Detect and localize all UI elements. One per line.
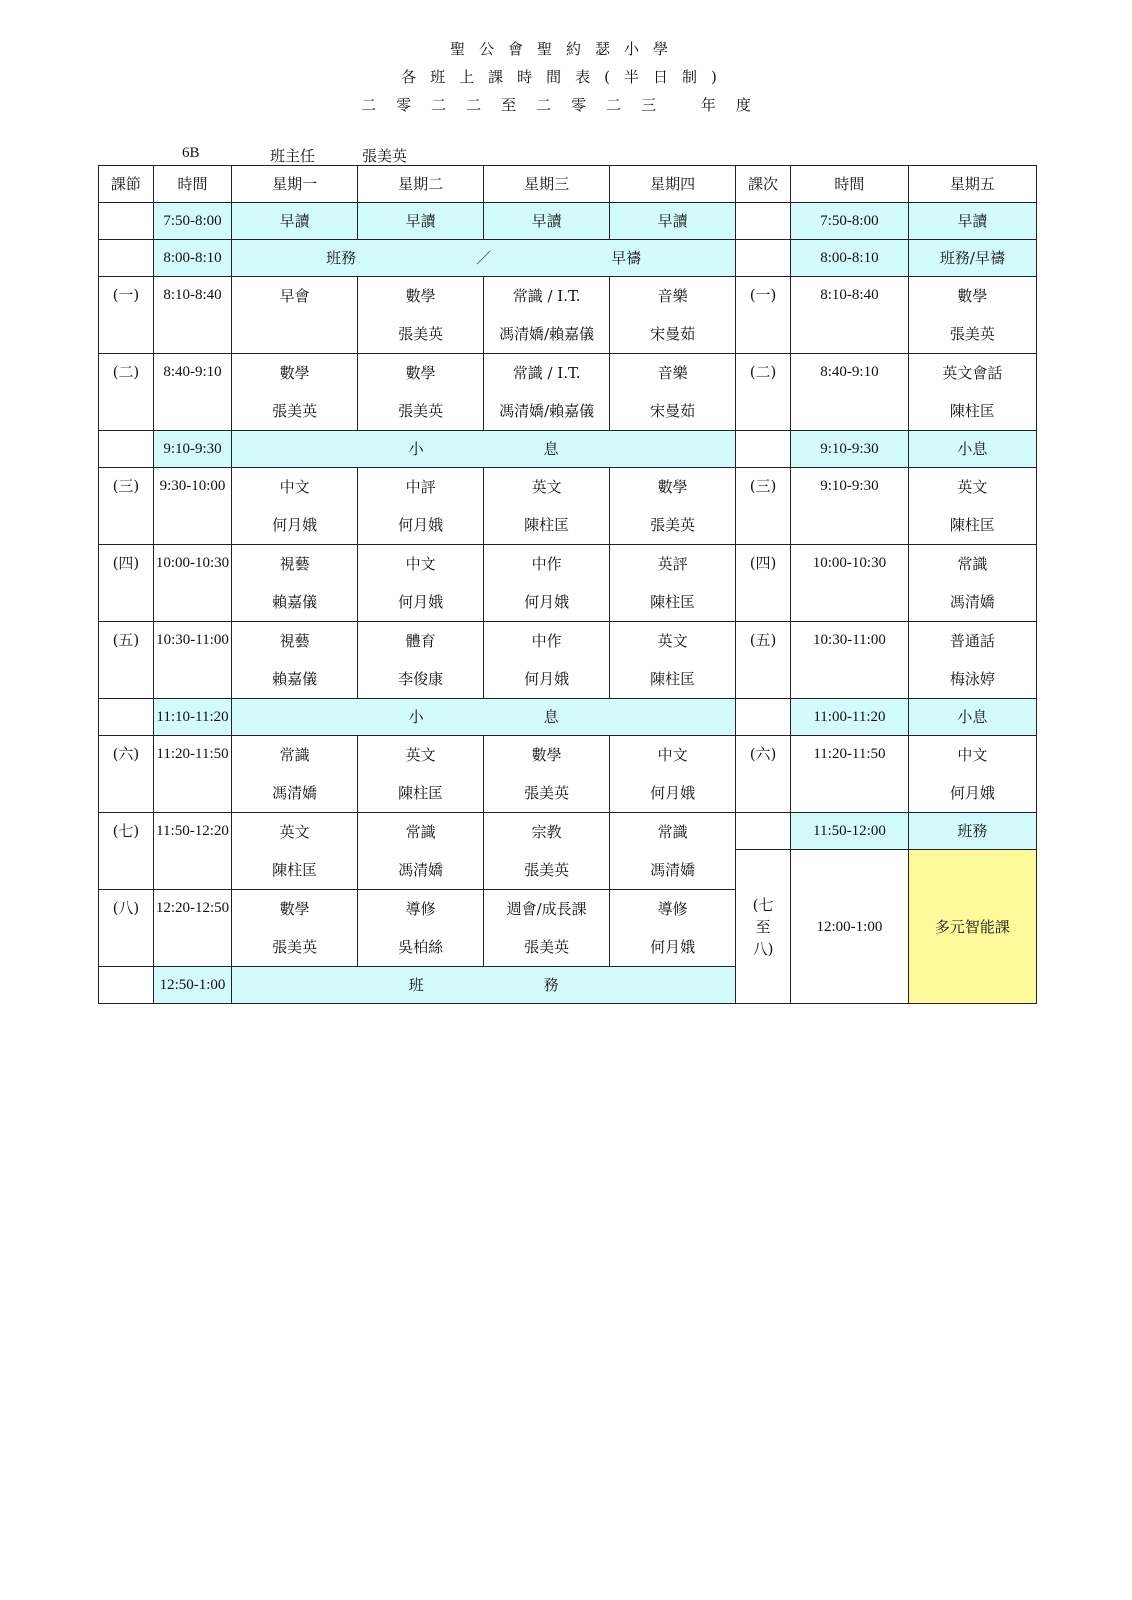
teacher: 張美英 bbox=[524, 784, 570, 802]
teacher: 何月娥 bbox=[272, 516, 318, 534]
fri-time-cell: 8:00-8:10 bbox=[791, 240, 909, 277]
lesson-row-6 bbox=[99, 736, 1037, 813]
subject: 英文 bbox=[405, 746, 436, 764]
mon-cell bbox=[232, 890, 358, 967]
col-fri-period: 課次 bbox=[736, 166, 791, 203]
subject: 音樂 bbox=[657, 364, 688, 382]
tue-cell bbox=[358, 354, 484, 431]
subject: 中作 bbox=[531, 555, 562, 573]
subject: 常識 / I.T. bbox=[512, 364, 581, 382]
period-cell bbox=[99, 431, 154, 468]
class-teacher-name: 張美英 bbox=[362, 147, 408, 165]
thu-cell bbox=[610, 622, 736, 699]
subject: 數學 bbox=[405, 287, 436, 305]
period-label: (二) bbox=[99, 354, 154, 431]
lesson-row-2 bbox=[99, 354, 1037, 431]
tue-cell bbox=[358, 736, 484, 813]
merged-text-a: 小 bbox=[408, 708, 424, 726]
time-cell: 8:40-9:10 bbox=[153, 354, 231, 431]
subject: 中作 bbox=[531, 632, 562, 650]
merged-text-a: 班務 bbox=[326, 249, 357, 267]
subject: 中評 bbox=[405, 478, 436, 496]
subject: 英文 bbox=[957, 478, 988, 496]
teacher: 張美英 bbox=[272, 938, 318, 956]
teacher: 陳柱匡 bbox=[650, 593, 696, 611]
header-row bbox=[99, 166, 1037, 203]
period-label: (六) bbox=[99, 736, 154, 813]
fri-cell bbox=[908, 545, 1036, 622]
fri-time-cell: 7:50-8:00 bbox=[791, 203, 909, 240]
fri-time-cell: 11:50-12:00 bbox=[791, 813, 909, 850]
fri-cell: 早讀 bbox=[908, 203, 1036, 240]
fri-time-cell: 9:10-9:30 bbox=[791, 431, 909, 468]
recess-row-2 bbox=[99, 699, 1037, 736]
period-cell bbox=[99, 203, 154, 240]
time-cell: 12:50-1:00 bbox=[153, 967, 231, 1004]
morning-reading-row bbox=[99, 203, 1037, 240]
subject: 普通話 bbox=[949, 632, 995, 650]
merged-activity-cell bbox=[232, 967, 736, 1004]
col-time: 時間 bbox=[153, 166, 231, 203]
merged-text-b: ／ bbox=[476, 249, 492, 267]
fri-time-cell: 11:00-11:20 bbox=[791, 699, 909, 736]
class-duty-row bbox=[99, 240, 1037, 277]
subject: 英文 bbox=[657, 632, 688, 650]
col-fri-time: 時間 bbox=[791, 166, 909, 203]
fri-period-label: (三) bbox=[736, 468, 791, 545]
mon-cell bbox=[232, 354, 358, 431]
thu-cell bbox=[610, 813, 736, 890]
tue-cell bbox=[358, 813, 484, 890]
subject: 常識 / I.T. bbox=[512, 287, 581, 305]
subject: 宗教 bbox=[531, 823, 562, 841]
subject: 英文 bbox=[279, 823, 310, 841]
teacher: 張美英 bbox=[949, 325, 995, 343]
time-cell: 8:10-8:40 bbox=[153, 277, 231, 354]
subject: 常識 bbox=[405, 823, 436, 841]
subject: 數學 bbox=[279, 364, 310, 382]
teacher: 馮清嬌 bbox=[949, 593, 995, 611]
teacher: 張美英 bbox=[398, 325, 444, 343]
fri-cell bbox=[908, 277, 1036, 354]
thu-cell bbox=[610, 277, 736, 354]
time-cell: 12:20-12:50 bbox=[153, 890, 231, 967]
merged-text-c: 早禱 bbox=[611, 249, 642, 267]
subject: 早會 bbox=[279, 287, 310, 305]
col-mon: 星期一 bbox=[232, 166, 358, 203]
fri-time-cell: 8:10-8:40 bbox=[791, 277, 909, 354]
teacher: 賴嘉儀 bbox=[272, 670, 318, 688]
fri-time-cell: 12:00-1:00 bbox=[791, 850, 909, 1004]
subject: 常識 bbox=[957, 555, 988, 573]
teacher: 馮清嬌/賴嘉儀 bbox=[499, 325, 595, 343]
teacher: 何月娥 bbox=[650, 938, 696, 956]
fri-cell bbox=[908, 468, 1036, 545]
subject: 數學 bbox=[279, 900, 310, 918]
class-teacher-label: 班主任 bbox=[270, 147, 316, 165]
time-cell: 9:10-9:30 bbox=[153, 431, 231, 468]
fri-time-cell: 11:20-11:50 bbox=[791, 736, 909, 813]
tue-cell bbox=[358, 277, 484, 354]
teacher: 宋曼茹 bbox=[650, 402, 696, 420]
period-cell bbox=[99, 240, 154, 277]
wed-cell bbox=[484, 468, 610, 545]
tue-cell bbox=[358, 622, 484, 699]
wed-cell bbox=[484, 545, 610, 622]
subject: 視藝 bbox=[279, 632, 310, 650]
fri-period-cell bbox=[736, 240, 791, 277]
teacher: 何月娥 bbox=[398, 593, 444, 611]
wed-cell bbox=[484, 890, 610, 967]
merged-activity-cell bbox=[232, 240, 736, 277]
subject: 英文 bbox=[531, 478, 562, 496]
thu-cell bbox=[610, 545, 736, 622]
thu-cell bbox=[610, 890, 736, 967]
col-thu: 星期四 bbox=[610, 166, 736, 203]
mon-cell bbox=[232, 277, 358, 354]
time-cell: 11:50-12:20 bbox=[153, 813, 231, 890]
period-label: (七) bbox=[99, 813, 154, 890]
subject: 數學 bbox=[405, 364, 436, 382]
timetable bbox=[98, 165, 1037, 1004]
teacher bbox=[232, 315, 357, 353]
fri-time-cell: 9:10-9:30 bbox=[791, 468, 909, 545]
tue-cell bbox=[358, 468, 484, 545]
fri-period-label: (二) bbox=[736, 354, 791, 431]
fri-time-cell: 10:30-11:00 bbox=[791, 622, 909, 699]
wed-cell bbox=[484, 354, 610, 431]
teacher: 陳柱匡 bbox=[524, 516, 570, 534]
teacher: 陳柱匡 bbox=[650, 670, 696, 688]
merged-text-b: 務 bbox=[543, 976, 559, 994]
school-name: 聖公會聖約瑟小學 bbox=[449, 40, 682, 58]
mon-cell bbox=[232, 736, 358, 813]
mon-cell bbox=[232, 545, 358, 622]
fri-period-label: (四) bbox=[736, 545, 791, 622]
timetable-title: 各班上課時間表(半日制) bbox=[401, 68, 731, 86]
fri-period-cell bbox=[736, 203, 791, 240]
teacher: 何月娥 bbox=[650, 784, 696, 802]
mon-cell: 早讀 bbox=[232, 203, 358, 240]
tue-cell bbox=[358, 890, 484, 967]
tue-cell: 早讀 bbox=[358, 203, 484, 240]
teacher: 李俊康 bbox=[398, 670, 444, 688]
wed-cell bbox=[484, 622, 610, 699]
mon-cell bbox=[232, 813, 358, 890]
subject: 音樂 bbox=[657, 287, 688, 305]
fri-period-label: (七至八) bbox=[736, 850, 791, 1004]
teacher: 張美英 bbox=[272, 402, 318, 420]
teacher: 陳柱匡 bbox=[949, 516, 995, 534]
teacher: 何月娥 bbox=[524, 593, 570, 611]
time-cell: 10:00-10:30 bbox=[153, 545, 231, 622]
wed-cell bbox=[484, 736, 610, 813]
period-label: (五) bbox=[99, 622, 154, 699]
fri-cell bbox=[908, 736, 1036, 813]
teacher: 馮清嬌/賴嘉儀 bbox=[499, 402, 595, 420]
wed-cell bbox=[484, 813, 610, 890]
lesson-row-4 bbox=[99, 545, 1037, 622]
fri-period-cell bbox=[736, 431, 791, 468]
teacher: 陳柱匡 bbox=[949, 402, 995, 420]
teacher: 賴嘉儀 bbox=[272, 593, 318, 611]
subject: 中文 bbox=[279, 478, 310, 496]
col-wed: 星期三 bbox=[484, 166, 610, 203]
merged-text-b: 息 bbox=[543, 708, 559, 726]
teacher: 何月娥 bbox=[524, 670, 570, 688]
teacher: 馮清嬌 bbox=[398, 861, 444, 879]
subject: 中文 bbox=[957, 746, 988, 764]
merged-activity-cell bbox=[232, 699, 736, 736]
fri-cell bbox=[908, 354, 1036, 431]
fri-cell: 班務/早禱 bbox=[908, 240, 1036, 277]
merged-text-b: 息 bbox=[543, 440, 559, 458]
teacher: 何月娥 bbox=[949, 784, 995, 802]
subject: 視藝 bbox=[279, 555, 310, 573]
mon-cell bbox=[232, 468, 358, 545]
fri-period-label: (一) bbox=[736, 277, 791, 354]
subject: 數學 bbox=[531, 746, 562, 764]
class-name: 6B bbox=[182, 145, 200, 161]
time-cell: 11:10-11:20 bbox=[153, 699, 231, 736]
lesson-row-5 bbox=[99, 622, 1037, 699]
teacher: 吳柏絲 bbox=[398, 938, 444, 956]
thu-cell: 早讀 bbox=[610, 203, 736, 240]
time-cell: 7:50-8:00 bbox=[153, 203, 231, 240]
subject: 中文 bbox=[405, 555, 436, 573]
wed-cell bbox=[484, 277, 610, 354]
time-cell: 11:20-11:50 bbox=[153, 736, 231, 813]
fri-cell: 小息 bbox=[908, 699, 1036, 736]
teacher: 張美英 bbox=[524, 861, 570, 879]
period-label: (一) bbox=[99, 277, 154, 354]
fri-time-cell: 10:00-10:30 bbox=[791, 545, 909, 622]
subject: 週會/成長課 bbox=[506, 900, 587, 918]
thu-cell bbox=[610, 468, 736, 545]
thu-cell bbox=[610, 354, 736, 431]
teacher: 陳柱匡 bbox=[398, 784, 444, 802]
teacher: 宋曼茹 bbox=[650, 325, 696, 343]
fri-period-label: (六) bbox=[736, 736, 791, 813]
fri-cell bbox=[908, 622, 1036, 699]
merged-activity-cell bbox=[232, 431, 736, 468]
fri-cell: 小息 bbox=[908, 431, 1036, 468]
teacher: 張美英 bbox=[398, 402, 444, 420]
period-label: (八) bbox=[99, 890, 154, 967]
teacher: 張美英 bbox=[524, 938, 570, 956]
lesson-row-1 bbox=[99, 277, 1037, 354]
subject: 常識 bbox=[279, 746, 310, 764]
teacher: 梅泳婷 bbox=[949, 670, 995, 688]
subject: 數學 bbox=[657, 478, 688, 496]
time-cell: 10:30-11:00 bbox=[153, 622, 231, 699]
thu-cell bbox=[610, 736, 736, 813]
teacher: 陳柱匡 bbox=[272, 861, 318, 879]
lesson-row-3 bbox=[99, 468, 1037, 545]
subject: 導修 bbox=[657, 900, 688, 918]
subject: 數學 bbox=[957, 287, 988, 305]
merged-text-a: 班 bbox=[408, 976, 424, 994]
col-tue: 星期二 bbox=[358, 166, 484, 203]
subject: 體育 bbox=[405, 632, 436, 650]
subject: 中文 bbox=[657, 746, 688, 764]
teacher: 馮清嬌 bbox=[272, 784, 318, 802]
teacher: 馮清嬌 bbox=[650, 861, 696, 879]
fri-cell: 班務 bbox=[908, 813, 1036, 850]
subject: 英文會話 bbox=[942, 364, 1003, 382]
time-cell: 9:30-10:00 bbox=[153, 468, 231, 545]
period-label: (四) bbox=[99, 545, 154, 622]
lesson-row-7 bbox=[99, 813, 1037, 850]
period-cell bbox=[99, 699, 154, 736]
wed-cell: 早讀 bbox=[484, 203, 610, 240]
recess-row-1 bbox=[99, 431, 1037, 468]
fri-period-cell bbox=[736, 813, 791, 850]
fri-period-label: (五) bbox=[736, 622, 791, 699]
merged-text-a: 小 bbox=[408, 440, 424, 458]
fri-period-cell bbox=[736, 699, 791, 736]
subject: 英評 bbox=[657, 555, 688, 573]
col-period: 課節 bbox=[99, 166, 154, 203]
teacher: 何月娥 bbox=[398, 516, 444, 534]
subject: 導修 bbox=[405, 900, 436, 918]
mon-cell bbox=[232, 622, 358, 699]
fri-time-cell: 8:40-9:10 bbox=[791, 354, 909, 431]
academic-year: 二零二二至二零二三 年度 bbox=[361, 96, 771, 114]
fri-cell: 多元智能課 bbox=[908, 850, 1036, 1004]
time-cell: 8:00-8:10 bbox=[153, 240, 231, 277]
subject: 常識 bbox=[657, 823, 688, 841]
teacher: 張美英 bbox=[650, 516, 696, 534]
tue-cell bbox=[358, 545, 484, 622]
period-cell bbox=[99, 967, 154, 1004]
col-fri: 星期五 bbox=[908, 166, 1036, 203]
period-label: (三) bbox=[99, 468, 154, 545]
